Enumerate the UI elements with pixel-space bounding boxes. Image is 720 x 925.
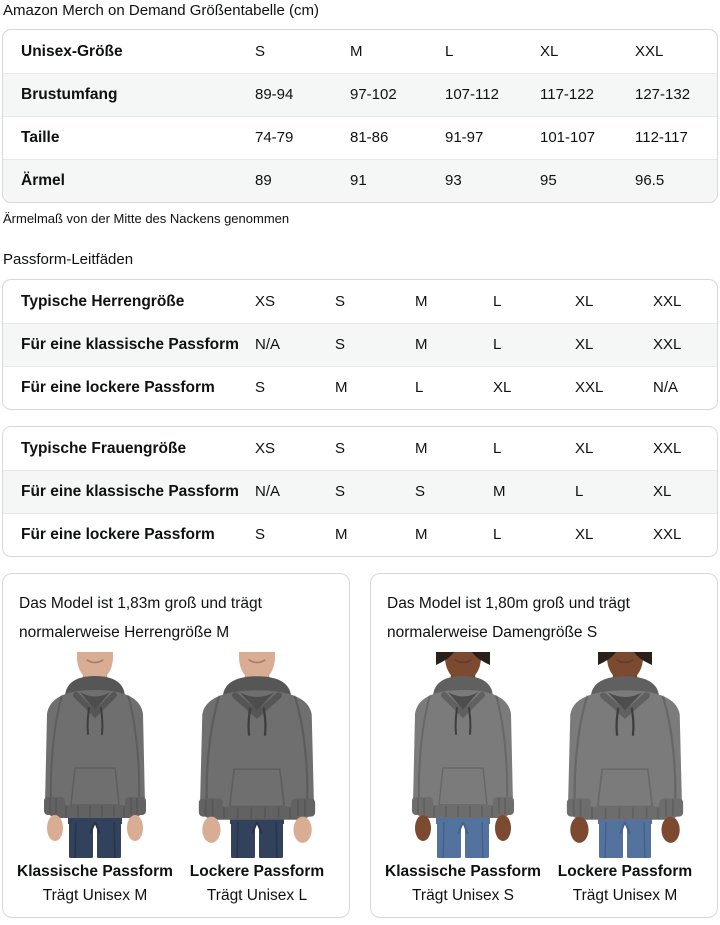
figure-fit-label: Lockere Passform — [557, 863, 693, 880]
table-row — [3, 116, 717, 159]
page-title: Amazon Merch on Demand Größentabelle (cm) — [3, 2, 319, 19]
model-photo — [178, 652, 336, 858]
table-cell: L — [493, 336, 502, 353]
table-cell: 96.5 — [635, 172, 665, 189]
card-description: Das Model ist 1,83m groß und trägt normalerweise Herrengröße M — [19, 595, 262, 641]
figure-row — [16, 652, 336, 907]
figure-size-label: Trägt Unisex S — [412, 887, 514, 904]
model-photo — [384, 652, 542, 858]
figure-row — [384, 652, 704, 907]
row-label: Typische Herrengröße — [21, 292, 185, 310]
model-photo — [16, 652, 174, 858]
model-figure — [384, 652, 542, 907]
table-cell: M — [415, 292, 428, 310]
table-cell: XS — [255, 439, 276, 457]
card-description: Das Model ist 1,80m groß und trägt normalerweise Damengröße S — [387, 595, 630, 641]
model-card-men — [2, 573, 350, 918]
mens-fit-table — [2, 279, 718, 410]
fit-guides-heading: Passform-Leitfäden — [3, 251, 134, 268]
row-label: Für eine lockere Passform — [21, 526, 215, 543]
table-cell: S — [255, 379, 266, 396]
row-label: Für eine lockere Passform — [21, 379, 215, 396]
table-row — [3, 159, 717, 202]
table-cell: L — [575, 483, 584, 500]
figure-size-label: Trägt Unisex M — [42, 887, 148, 904]
table-row — [3, 323, 717, 366]
row-label: Taille — [21, 129, 60, 146]
table-cell: XL — [575, 292, 594, 310]
table-row — [3, 427, 717, 470]
table-cell: XS — [255, 292, 276, 310]
table-cell: S — [255, 526, 266, 543]
row-label: Typische Frauengröße — [21, 439, 187, 457]
model-card-women — [370, 573, 718, 918]
table-row — [3, 73, 717, 116]
size-table — [2, 29, 718, 203]
figure-size-label: Trägt Unisex M — [572, 887, 678, 904]
table-cell: XL — [575, 526, 594, 543]
table-cell: S — [415, 483, 426, 500]
table-cell: S — [335, 336, 346, 353]
table-cell: XXL — [653, 292, 682, 310]
model-figure — [178, 652, 336, 907]
table-cell: S — [255, 42, 266, 60]
table-cell: M — [335, 379, 348, 396]
model-cards — [2, 573, 718, 918]
table-cell: 97-102 — [350, 86, 397, 103]
table-cell: XXL — [653, 526, 682, 543]
table-cell: L — [445, 42, 454, 60]
table-cell: M — [415, 439, 428, 457]
figure-fit-label: Klassische Passform — [17, 863, 173, 880]
table-row — [3, 30, 717, 73]
table-cell: 95 — [540, 172, 557, 189]
table-cell: L — [493, 292, 502, 310]
model-figure — [546, 652, 704, 907]
table-row — [3, 280, 717, 323]
table-cell: XXL — [635, 42, 664, 60]
model-photo — [546, 652, 704, 858]
table-row — [3, 366, 717, 409]
table-cell: XL — [540, 42, 559, 60]
row-label: Brustumfang — [21, 86, 118, 103]
model-figure — [16, 652, 174, 907]
table-cell: S — [335, 292, 346, 310]
table-cell: M — [415, 336, 428, 353]
table-cell: 127-132 — [635, 86, 691, 103]
table-cell: L — [493, 439, 502, 457]
table-cell: L — [415, 379, 424, 396]
sleeve-measure-note: Ärmelmaß von der Mitte des Nackens genommen — [3, 211, 290, 226]
table-cell: S — [335, 439, 346, 457]
table-cell: 89 — [255, 172, 272, 189]
table-row — [3, 513, 717, 556]
table-cell: 107-112 — [445, 86, 499, 103]
table-cell: XL — [575, 336, 594, 353]
figure-size-label: Trägt Unisex L — [206, 887, 308, 904]
table-cell: 91 — [350, 172, 367, 189]
table-cell: 81-86 — [350, 129, 389, 146]
table-cell: 112-117 — [635, 129, 688, 146]
table-cell: XXL — [653, 439, 682, 457]
table-cell: XL — [493, 379, 512, 396]
figure-fit-label: Klassische Passform — [385, 863, 541, 880]
row-label: Ärmel — [21, 172, 65, 189]
row-label: Für eine klassische Passform — [21, 483, 239, 500]
table-cell: 89-94 — [255, 86, 294, 103]
table-cell: 101-107 — [540, 129, 596, 146]
table-cell: S — [335, 483, 346, 500]
table-cell: M — [493, 483, 506, 500]
womens-fit-table — [2, 426, 718, 557]
table-cell: XXL — [575, 379, 604, 396]
table-row — [3, 470, 717, 513]
table-cell: N/A — [255, 336, 281, 353]
table-cell: XL — [653, 483, 672, 500]
table-cell: 93 — [445, 172, 462, 189]
row-label: Unisex-Größe — [21, 42, 123, 60]
table-cell: M — [335, 526, 348, 543]
figure-fit-label: Lockere Passform — [189, 863, 325, 880]
table-cell: XXL — [653, 336, 682, 353]
row-label: Für eine klassische Passform — [21, 336, 239, 353]
table-cell: 117-122 — [540, 86, 594, 103]
table-cell: M — [350, 42, 363, 60]
table-cell: L — [493, 526, 502, 543]
table-cell: M — [415, 526, 428, 543]
table-cell: 91-97 — [445, 129, 484, 146]
table-cell: N/A — [653, 379, 679, 396]
table-cell: 74-79 — [255, 129, 294, 146]
table-cell: N/A — [255, 483, 281, 500]
table-cell: XL — [575, 439, 594, 457]
